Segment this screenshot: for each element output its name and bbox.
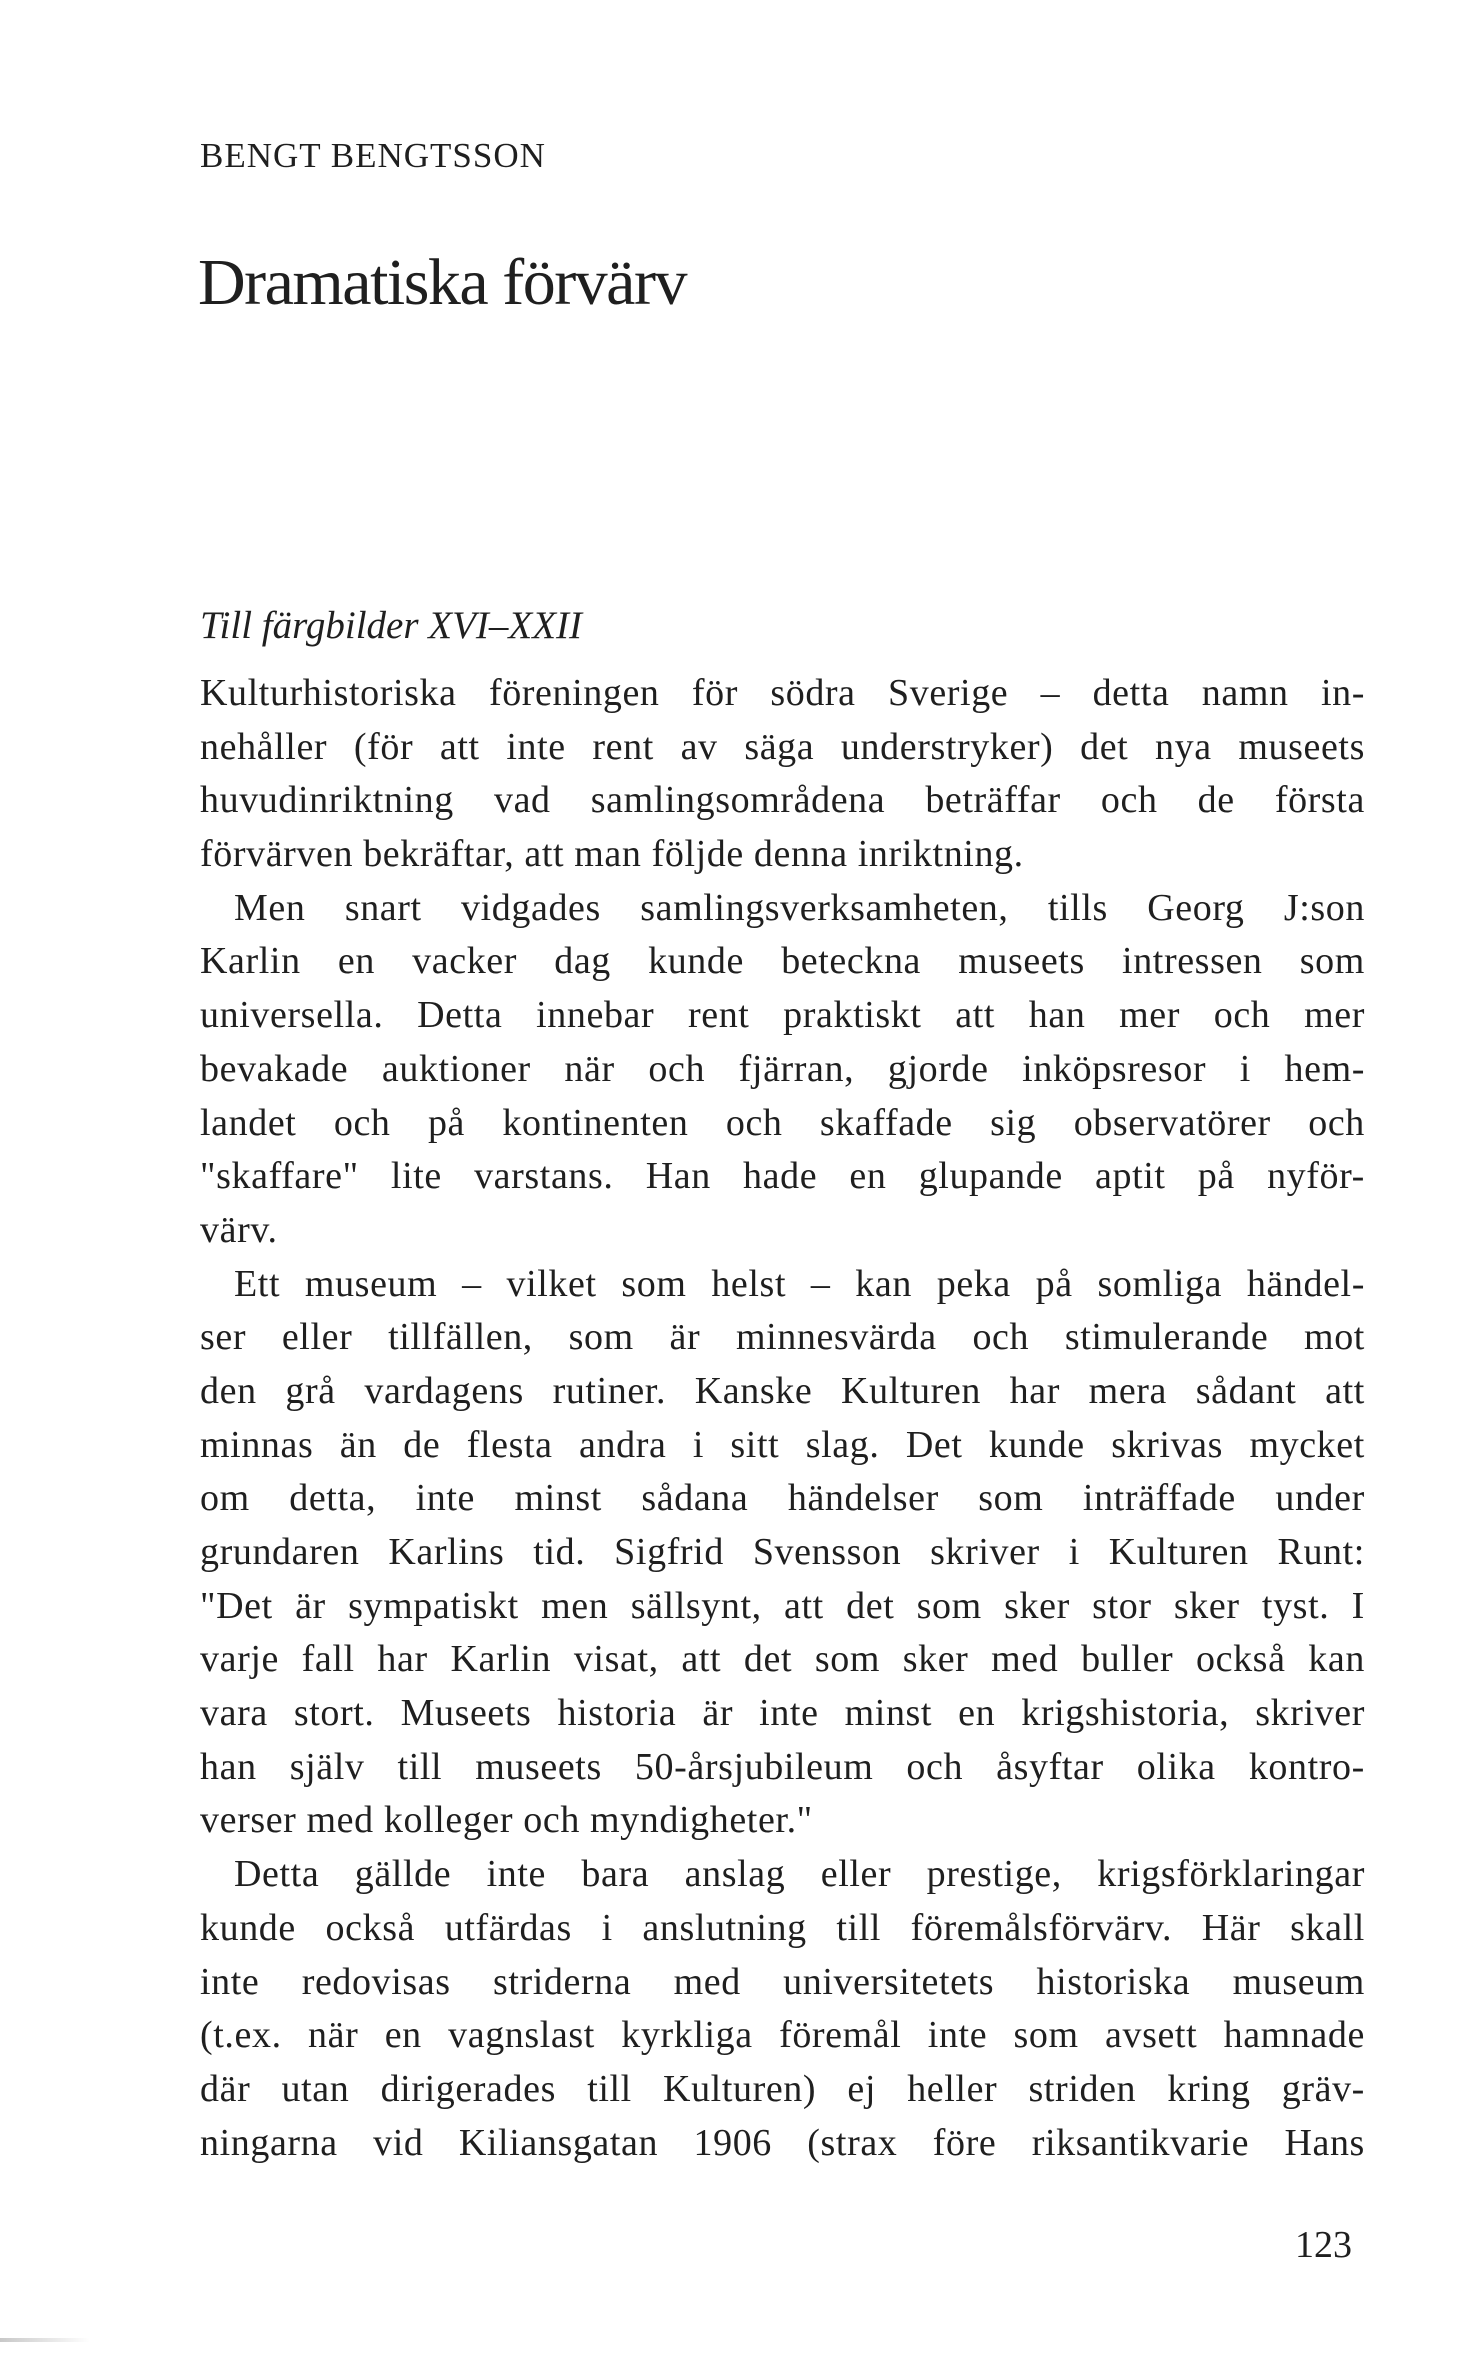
word: föremål <box>779 2014 902 2057</box>
word: striderna <box>492 1960 632 2003</box>
word: som <box>814 1638 880 1681</box>
word: striden <box>1028 2067 1137 2110</box>
word: Karlins <box>388 1531 505 1573</box>
word: kan <box>855 1262 912 1305</box>
word: vid <box>373 2121 424 2164</box>
text-line <box>200 1580 1365 1634</box>
word: stimulerande <box>1064 1316 1269 1359</box>
word: museum <box>1232 1960 1365 2003</box>
word: Runt: <box>1277 1531 1365 1573</box>
word: på <box>427 1101 466 1144</box>
word: och <box>725 1101 783 1144</box>
word: buller <box>1081 1638 1174 1681</box>
word: Detta <box>417 994 503 1037</box>
word: krigshistoria, <box>1021 1692 1230 1735</box>
word: är <box>702 1692 734 1735</box>
word: inte <box>486 1853 546 1896</box>
word: för <box>691 672 738 714</box>
word: och <box>1100 779 1158 822</box>
word: sker <box>1173 1584 1240 1627</box>
word: gjorde <box>887 1047 989 1090</box>
word: 1906 <box>693 2121 772 2164</box>
word: skall <box>1290 1906 1365 1949</box>
word: historiska <box>1036 1960 1191 2003</box>
word: ej <box>847 2067 876 2110</box>
word: minnesvärda <box>735 1316 937 1359</box>
word: sker <box>1004 1584 1070 1627</box>
word: glupande <box>918 1155 1063 1198</box>
word: vilket <box>506 1262 597 1305</box>
word: fjärran, <box>738 1047 855 1090</box>
word: vidgades <box>461 886 601 929</box>
word: Det <box>905 1423 963 1466</box>
word: in- <box>1320 672 1365 714</box>
word: mera <box>1088 1369 1168 1412</box>
word: intressen <box>1122 940 1263 983</box>
word: tillfällen, <box>388 1316 533 1359</box>
word: en <box>849 1155 887 1198</box>
word: kontro- <box>1248 1745 1365 1788</box>
word: (strax <box>807 2121 898 2164</box>
word: har <box>377 1638 428 1681</box>
author-name: BENGT BENGTSSON <box>200 136 546 175</box>
word: rent <box>592 725 654 768</box>
word: tyst. <box>1261 1584 1330 1627</box>
word: nyför- <box>1267 1155 1365 1198</box>
word: Kulturhistoriska <box>200 672 457 714</box>
word: där <box>200 2067 251 2110</box>
word: med <box>991 1638 1059 1681</box>
word: sker <box>902 1638 969 1681</box>
word: museets <box>958 940 1085 983</box>
text-line <box>200 1687 1365 1741</box>
word: första <box>1274 779 1365 822</box>
word: och <box>1308 1101 1365 1144</box>
word: minst <box>514 1477 602 1520</box>
word: kontinenten <box>502 1101 689 1144</box>
word: museum <box>304 1262 438 1305</box>
word: skrivas <box>1111 1423 1224 1466</box>
word: Kulturen) <box>663 2067 817 2110</box>
color-plates-reference: Till färgbilder XVI–XXII <box>200 604 583 647</box>
word: ser <box>200 1316 247 1359</box>
word: helst <box>711 1262 787 1305</box>
word: riksantikvarie <box>1031 2121 1250 2164</box>
word: före <box>932 2121 997 2164</box>
text-line <box>200 2009 1365 2063</box>
word: hem- <box>1284 1047 1365 1090</box>
word: kunde <box>648 940 744 983</box>
word: är <box>295 1584 326 1627</box>
word: 50-årsjubileum <box>634 1745 874 1788</box>
word: är <box>669 1316 701 1359</box>
word: mycket <box>1249 1423 1365 1466</box>
word: vara <box>200 1692 268 1735</box>
word: när <box>564 1047 615 1090</box>
word: att <box>439 725 480 768</box>
text-line <box>200 1419 1365 1473</box>
word: beträffar <box>925 779 1061 822</box>
word: Detta <box>234 1853 320 1896</box>
word: inte <box>415 1477 476 1520</box>
word: säga <box>744 725 815 768</box>
word: en <box>958 1692 996 1735</box>
word: Men <box>234 886 306 929</box>
word: Museets <box>400 1692 532 1735</box>
word: skriver <box>930 1531 1040 1573</box>
word: och <box>906 1745 964 1788</box>
word: visat, <box>573 1638 659 1681</box>
word: prestige, <box>926 1853 1062 1896</box>
word: fall <box>301 1638 355 1681</box>
word: det <box>846 1584 895 1627</box>
word: grundaren <box>200 1531 360 1573</box>
word: på <box>1035 1262 1073 1305</box>
word: inte <box>200 1960 260 2003</box>
word: I <box>1351 1584 1365 1627</box>
word: dag <box>554 940 611 983</box>
word: hade <box>743 1155 818 1198</box>
word: bevakade <box>200 1047 349 1090</box>
word: det <box>743 1638 793 1681</box>
text-line <box>200 1365 1365 1419</box>
word: Kulturen <box>841 1369 981 1412</box>
text-line <box>200 989 1365 1043</box>
word: Ett <box>234 1262 281 1305</box>
word: heller <box>907 2067 998 2110</box>
text-line <box>200 1150 1365 1204</box>
word: skaffade <box>819 1101 953 1144</box>
word: museets <box>1238 725 1365 768</box>
word: nya <box>1155 725 1212 768</box>
word: kan <box>1308 1638 1365 1681</box>
text-line <box>200 1956 1365 2010</box>
word: museets <box>475 1745 602 1788</box>
word: han <box>1028 994 1086 1037</box>
word: varstans. <box>474 1155 614 1198</box>
word: redovisas <box>301 1960 451 2003</box>
word: observatörer <box>1073 1101 1271 1144</box>
word: anslag <box>684 1853 786 1896</box>
word: stor <box>1092 1584 1152 1627</box>
word: sitt <box>730 1423 780 1466</box>
word: Svensson <box>752 1531 902 1573</box>
word: snart <box>344 886 422 929</box>
word: rutiner. <box>552 1369 667 1412</box>
word: Här <box>1201 1906 1261 1949</box>
word: under <box>1275 1477 1365 1520</box>
word: Karlin <box>200 940 301 983</box>
word: (för <box>353 725 414 768</box>
word: och <box>648 1047 706 1090</box>
word: varje <box>200 1638 279 1681</box>
word: J:son <box>1283 886 1365 929</box>
word: han <box>200 1745 257 1788</box>
word: – <box>1040 672 1061 714</box>
word: som <box>916 1584 982 1627</box>
word: minnas <box>200 1423 314 1466</box>
word: inköpsresor <box>1022 1047 1207 1090</box>
word: Hans <box>1284 2121 1365 2164</box>
word: mer <box>1304 994 1365 1037</box>
word: "skaffare" <box>200 1155 359 1198</box>
word: som <box>978 1477 1044 1520</box>
word: södra <box>770 672 856 714</box>
word: vagnslast <box>448 2014 595 2057</box>
word: om <box>200 1477 250 1520</box>
word: händel- <box>1246 1262 1365 1305</box>
word: kunde <box>988 1423 1085 1466</box>
word: vacker <box>412 940 518 983</box>
word: händelser <box>787 1477 939 1520</box>
word: huvudinriktning <box>200 779 454 822</box>
word: som <box>1013 2014 1079 2057</box>
word: sådana <box>641 1477 749 1520</box>
word: eller <box>281 1316 353 1359</box>
word: inträffade <box>1082 1477 1236 1520</box>
word: på <box>1197 1155 1235 1198</box>
word: rent <box>687 994 750 1037</box>
word: sympatiskt <box>348 1584 519 1627</box>
word: de <box>403 1423 441 1466</box>
word: Kiliansgatan <box>458 2121 659 2164</box>
word: när <box>308 2014 359 2057</box>
word: vad <box>493 779 551 822</box>
word: skriver <box>1255 1692 1365 1735</box>
word: tid. <box>533 1531 586 1573</box>
word: dirigerades <box>380 2067 556 2110</box>
word: Sverige <box>888 672 1009 714</box>
word: mot <box>1304 1316 1365 1359</box>
word: bara <box>581 1853 650 1896</box>
article-title: Dramatiska förvärv <box>198 246 686 319</box>
word: som <box>568 1316 634 1359</box>
word: namn <box>1201 672 1289 714</box>
word: det <box>1080 725 1129 768</box>
word: sådant <box>1195 1369 1297 1412</box>
text-line <box>200 1902 1365 1956</box>
text-line <box>200 882 1365 936</box>
word: än <box>339 1423 377 1466</box>
word: stort. <box>293 1692 375 1735</box>
word: nehåller <box>200 725 328 768</box>
word: "Det <box>200 1584 273 1627</box>
word: sällsynt, <box>630 1584 762 1627</box>
word: att <box>955 994 996 1037</box>
word: detta, <box>289 1477 377 1520</box>
word: (t.ex. <box>200 2014 282 2057</box>
word: samlingsverksamheten, <box>640 886 1009 929</box>
word: med <box>673 1960 741 2003</box>
word: kunde <box>200 1906 296 1949</box>
word: kyrkliga <box>621 2014 753 2057</box>
word: också <box>325 1906 416 1949</box>
text-line <box>200 1526 1365 1580</box>
word: landet <box>200 1101 297 1144</box>
text-line <box>200 1043 1365 1097</box>
word: de <box>1197 779 1235 822</box>
word: auktioner <box>381 1047 531 1090</box>
text-line <box>200 667 1365 721</box>
word: föreningen <box>488 672 660 714</box>
word: peka <box>936 1262 1011 1305</box>
scan-edge-mark <box>0 2338 90 2342</box>
word: i <box>692 1423 705 1466</box>
text-line <box>200 1258 1365 1312</box>
text-line <box>200 2117 1365 2171</box>
word: åsyftar <box>996 1745 1104 1788</box>
text-line <box>200 935 1365 989</box>
word: somliga <box>1097 1262 1223 1305</box>
word: till <box>587 2067 632 2110</box>
word: Kanske <box>694 1369 813 1412</box>
word: andra <box>579 1423 667 1466</box>
word: lite <box>390 1155 442 1198</box>
word: understryker) <box>840 725 1054 768</box>
word: till <box>397 1745 443 1788</box>
word: och <box>1213 994 1271 1037</box>
word: avsett <box>1105 2014 1198 2057</box>
text-line <box>200 1848 1365 1902</box>
word: Georg <box>1147 886 1245 929</box>
word: i <box>601 1906 613 1949</box>
word: inte <box>506 725 566 768</box>
word: Han <box>645 1155 711 1198</box>
word: och <box>972 1316 1030 1359</box>
word: Kulturen <box>1108 1531 1249 1573</box>
word: föremålsförvärv. <box>910 1906 1173 1949</box>
word: eller <box>820 1853 892 1896</box>
word: utan <box>281 2067 350 2110</box>
text-line <box>200 721 1365 775</box>
word: hamnade <box>1223 2014 1365 2057</box>
page-number: 123 <box>1295 2224 1352 2266</box>
word: kring <box>1167 2067 1251 2110</box>
word: en <box>384 2014 422 2057</box>
word: vardagens <box>364 1369 524 1412</box>
text-line <box>200 774 1365 828</box>
word: har <box>1009 1369 1060 1412</box>
word: flesta <box>466 1423 553 1466</box>
word: aptit <box>1095 1155 1166 1198</box>
word: som <box>621 1262 687 1305</box>
word: att <box>1325 1369 1365 1412</box>
word: – <box>810 1262 831 1305</box>
word: som <box>1299 940 1365 983</box>
body-text <box>200 667 1365 2170</box>
word: i <box>1068 1531 1080 1573</box>
word: tills <box>1047 886 1108 929</box>
text-line <box>200 2063 1365 2117</box>
word: inte <box>759 1692 819 1735</box>
word: mer <box>1119 994 1181 1037</box>
word: slag. <box>805 1423 880 1466</box>
word: grå <box>285 1369 336 1412</box>
word: Karlin <box>450 1638 552 1681</box>
word: den <box>200 1369 257 1412</box>
text-line <box>200 1741 1365 1795</box>
word: gällde <box>354 1853 452 1896</box>
word: men <box>541 1584 609 1627</box>
word: också <box>1196 1638 1286 1681</box>
text-line: värv. <box>200 1208 278 1251</box>
word: krigsförklaringar <box>1097 1853 1365 1896</box>
word: praktiskt <box>783 994 922 1037</box>
word: minst <box>844 1692 933 1735</box>
word: sig <box>990 1101 1037 1144</box>
word: – <box>462 1262 482 1305</box>
word: av <box>680 725 718 768</box>
word: och <box>333 1101 391 1144</box>
word: inte <box>927 2014 988 2057</box>
word: detta <box>1092 672 1170 714</box>
text-line <box>200 1311 1365 1365</box>
text-line <box>200 1472 1365 1526</box>
text-line: verser med kolleger och myndigheter." <box>200 1799 813 1842</box>
word: samlingsområdena <box>590 779 886 822</box>
word: anslutning <box>642 1906 807 1949</box>
text-line <box>200 1633 1365 1687</box>
text-line: förvärven bekräftar, att man följde denna inriktning. <box>200 833 1024 876</box>
word: i <box>1239 1047 1251 1090</box>
word: innebar <box>536 994 655 1037</box>
text-line <box>200 1097 1365 1151</box>
word: ningarna <box>200 2121 338 2164</box>
word: gräv- <box>1281 2067 1365 2110</box>
word: beteckna <box>781 940 922 983</box>
word: utfärdas <box>444 1906 572 1949</box>
word: universella. <box>200 994 384 1037</box>
word: att <box>681 1638 722 1681</box>
word: till <box>836 1906 882 1949</box>
word: en <box>337 940 375 983</box>
word: universitetets <box>783 1960 995 2003</box>
word: Sigfrid <box>614 1531 724 1573</box>
word: historia <box>557 1692 677 1735</box>
word: olika <box>1136 1745 1216 1788</box>
word: själv <box>289 1745 365 1788</box>
word: att <box>784 1584 824 1627</box>
